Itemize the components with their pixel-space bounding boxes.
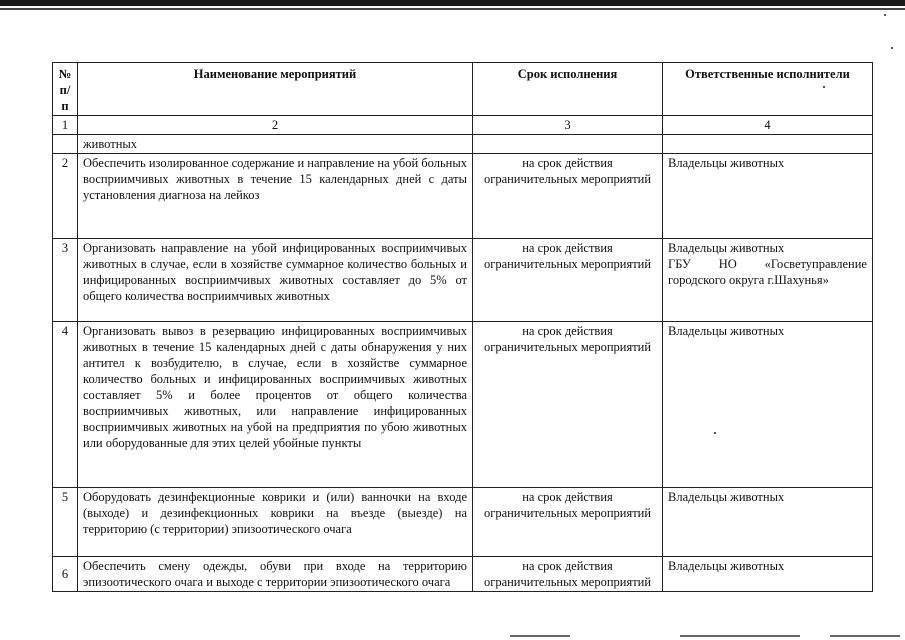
row-responsible bbox=[663, 488, 873, 557]
column-index: 1 bbox=[53, 116, 78, 135]
scan-bottom-mark bbox=[680, 635, 800, 637]
header-num: № п/п bbox=[53, 63, 78, 116]
row-responsible bbox=[663, 322, 873, 488]
continuation-text: животных bbox=[78, 135, 473, 154]
scan-bottom-mark bbox=[510, 635, 570, 637]
row-num: 2 bbox=[53, 154, 78, 239]
row-num: 4 bbox=[53, 322, 78, 488]
scan-speck bbox=[884, 14, 886, 16]
row-term: на срок действия ограничительных мероприятий bbox=[473, 557, 663, 592]
row-measure: Организовать направление на убой инфицированных восприимчивых животных в случае, если в хозяйстве суммарное количество больных и инфицированных восприимчивых животных составляет до 5% от общего количества восприимчивых животных bbox=[78, 239, 473, 322]
continuation-term bbox=[473, 135, 663, 154]
row-measure: Организовать вывоз в резервацию инфицированных восприимчивых животных в течение 15 календарных дней с даты обнаружения у них антител к возбудителю, в случае, если в хозяйстве суммарное количество больных и инфицированных восприимчивых животных составляет 5% и более процентов от общего количества восприимчивых животных, или направление инфицированных восприимчивых животных на убой на предприятия по убою животных или оборудованные для этих целей убойные пункты bbox=[78, 322, 473, 488]
scan-speck bbox=[891, 47, 893, 49]
column-index: 3 bbox=[473, 116, 663, 135]
continuation-num bbox=[53, 135, 78, 154]
column-index: 4 bbox=[663, 116, 873, 135]
responsible-entry: ГБУ НО «Госветуправление городского округа г.Шахунья» bbox=[668, 257, 867, 287]
table-row bbox=[53, 488, 873, 557]
row-measure: Обеспечить изолированное содержание и направление на убой больных восприимчивых животных в течение 15 календарных дней с даты установления диагноза на лейкоз bbox=[78, 154, 473, 239]
header-name: Наименование мероприятий bbox=[78, 63, 473, 116]
continuation-resp bbox=[663, 135, 873, 154]
row-responsible bbox=[663, 557, 873, 592]
table-row bbox=[53, 154, 873, 239]
responsible-entry: Владельцы животных bbox=[668, 324, 785, 338]
row-measure: Оборудовать дезинфекционные коврики и (или) ванночки на входе (выходе) и дезинфекционных коврики на въезде (выезде) на территорию (с территории) эпизоотического очага bbox=[78, 488, 473, 557]
scan-top-border bbox=[0, 0, 905, 6]
row-responsible bbox=[663, 239, 873, 322]
table-row bbox=[53, 557, 873, 592]
row-term: на срок действия ограничительных мероприятий bbox=[473, 322, 663, 488]
responsible-entry: Владельцы животных bbox=[668, 241, 785, 255]
scan-top-border-thin bbox=[0, 8, 905, 10]
table-row bbox=[53, 239, 873, 322]
row-responsible bbox=[663, 154, 873, 239]
responsible-entry: Владельцы животных bbox=[668, 559, 785, 573]
header-term: Срок исполнения bbox=[473, 63, 663, 116]
row-num: 5 bbox=[53, 488, 78, 557]
continuation-row bbox=[53, 135, 873, 154]
header-resp: Ответственные исполнители bbox=[663, 63, 873, 116]
row-num: 3 bbox=[53, 239, 78, 322]
column-index-row bbox=[53, 116, 873, 135]
column-index: 2 bbox=[78, 116, 473, 135]
row-num: 6 bbox=[53, 557, 78, 592]
responsible-entry: Владельцы животных bbox=[668, 490, 785, 504]
responsible-entry: Владельцы животных bbox=[668, 156, 785, 170]
scan-bottom-mark bbox=[830, 635, 900, 637]
row-term: на срок действия ограничительных мероприятий bbox=[473, 154, 663, 239]
row-term: на срок действия ограничительных мероприятий bbox=[473, 239, 663, 322]
table-header-row bbox=[53, 63, 873, 116]
measures-table bbox=[52, 62, 873, 592]
row-term: на срок действия ограничительных мероприятий bbox=[473, 488, 663, 557]
table-row bbox=[53, 322, 873, 488]
row-measure: Обеспечить смену одежды, обуви при входе на территорию эпизоотического очага и выходе с территории эпизоотического очага bbox=[78, 557, 473, 592]
